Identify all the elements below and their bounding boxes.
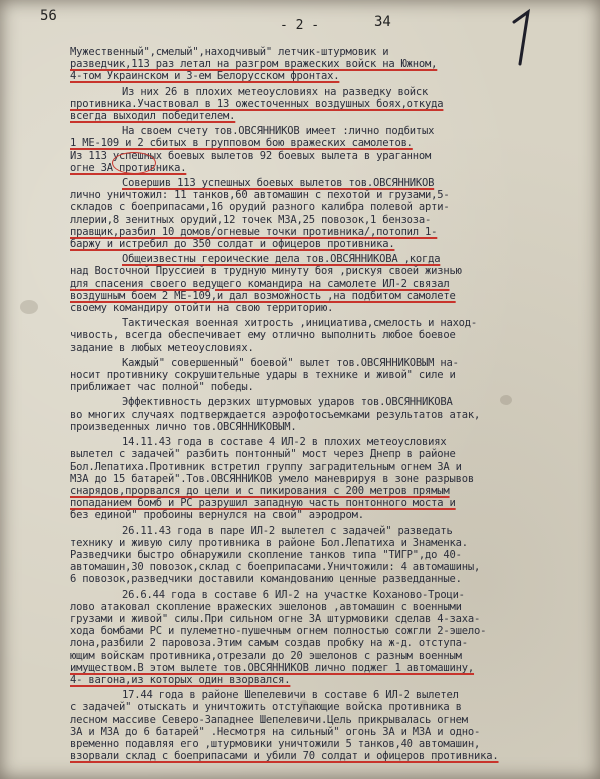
text-line: грузами и живой" силы.При сильном огне ЗА штурмовики сделав 4-заха- [70, 612, 481, 625]
text-line: лично уничтожил: 11 танков,60 автомашин с пехотой и грузами,5- [70, 189, 450, 202]
text-line: имуществом.В этом вылете тов.ОВСЯННИКОВ лично поджег 1 автомашину, [70, 661, 475, 674]
text-line: вылетел с задачей" разбить понтонный" мост через Днепр в районе [70, 448, 456, 461]
page-number: - 2 - [280, 18, 320, 33]
paragraph [70, 396, 590, 433]
text-line: Бол.Лепатиха.Противник встретил группу заградительным огнем ЗА и [70, 460, 462, 473]
text-line: На своем счету тов.ОВСЯННИКОВ имеет :лично подбитых [122, 125, 435, 138]
text-line: Тактическая военная хитрость ,инициатива,смелость и наход- [122, 317, 478, 330]
text-line: задание в любых метеоусловиях. [70, 341, 254, 354]
text-line: всегда выходил победителем. [70, 110, 236, 123]
text-line: попаданием бомб и РС разрушил западную часть понтонного моста и [70, 497, 456, 510]
text-line: разведчик,113 раз летал на разгром вражеских войск на Южном, [70, 58, 438, 71]
text-line: 14.11.43 года в составе 4 ИЛ-2 в плохих метеоусловиях [122, 436, 447, 449]
text-line: Из них 26 в плохих метеоусловиях на разведку войск [122, 85, 429, 98]
text-line: своему командиру отойти на свою территорию. [70, 302, 334, 315]
paragraph [70, 525, 590, 586]
text-line: временно подавляя его ,штурмовики уничтожили 5 танков,40 автомашин, [70, 737, 481, 750]
text-line: 4- вагона,из которых один взорвался. [70, 673, 291, 686]
text-line: 6 повозок,разведчики доставили командованию ценные разведданные. [70, 573, 462, 586]
text-line: Совершив 113 успешных боевых вылетов тов.ОВСЯННИКОВ [122, 177, 435, 190]
text-line: ллерии,8 зенитных орудий,12 точек МЗА,25 повозок,1 бензоза- [70, 213, 432, 226]
text-line: Из 113 успешных боевых вылетов 92 боевых вылета в ураганном [70, 149, 432, 162]
text-line: носит противнику сокрушительные удары в технике и живой" силе и [70, 369, 456, 382]
text-line: 26.11.43 года в паре ИЛ-2 вылетел с задачей" разведать [122, 524, 453, 537]
text-line: снарядов,прорвался до цели и с пикирования с 200 метров прямым [70, 484, 450, 497]
text-line: правщик,разбил 10 домов/огневые точки противника/,потопил 1- [70, 225, 438, 238]
text-line: лово атаковал скопление вражеских эшелонов ,автомашин с военными [70, 600, 462, 613]
paragraph [70, 46, 590, 83]
text-line: 17.44 года в районе Шепелевичи в составе 6 ИЛ-2 вылетел [122, 689, 459, 702]
paragraph [70, 436, 590, 521]
archive-number: 34 [374, 14, 391, 30]
text-line: противника.Участвовал в 13 ожесточенных воздушных боях,откуда [70, 97, 444, 110]
text-line: ЗА и МЗА до 6 батарей" .Несмотря на сильный" огонь ЗА и МЗА и одно- [70, 725, 481, 738]
text-line: взорвали склад с боеприпасами и убили 70 солдат и офицеров противника. [70, 750, 499, 763]
text-line: для спасения своего ведущего командира на самолете ИЛ-2 связал [70, 277, 450, 290]
text-line: 1 МЕ-109 и 2 сбитых в групповом бою вражеских самолетов. [70, 137, 413, 150]
paragraph [70, 86, 590, 123]
paragraph [70, 589, 590, 687]
text-line: с задачей" отыскать и уничтожить отступающие войска противника в [70, 701, 462, 714]
text-line: над Восточной Пруссией в трудную минуту боя ,рискуя своей жизнью [70, 265, 462, 278]
paragraph [70, 357, 590, 394]
text-line: лесном массиве Северо-Западнее Шепелевичи.Цель прикрывалась огнем [70, 713, 468, 726]
text-line: складов с боеприпасами,16 орудий разного калибра полевой арти- [70, 201, 450, 214]
text-line: ющим войскам противника,отрезали до 20 эшелонов с разным военным [70, 649, 462, 662]
paper-stain [20, 300, 38, 314]
text-line: воздушным боем 2 МЕ-109,и дал возможность ,на подбитом самолете [70, 289, 456, 302]
paragraph [70, 253, 590, 314]
text-line: Разведчики быстро обнаружили скопление танков типа "ТИГР",до 40- [70, 548, 462, 561]
text-line: баржу и истребил до 350 солдат и офицеров противника. [70, 238, 395, 251]
text-line: 26.6.44 года в составе 6 ИЛ-2 на участке Коханово-Троци- [122, 588, 465, 601]
text-line: МЗА до 15 батарей".Тов.ОВСЯННИКОВ умело маневрируя в зоне разрывов [70, 472, 475, 485]
text-line: Каждый" совершенный" боевой" вылет тов.ОВСЯННИКОВЫМ на- [122, 356, 459, 369]
paragraph [70, 689, 590, 762]
paragraph [70, 317, 590, 354]
text-line: без единой" пробоины вернулся на свой" аэродром. [70, 509, 364, 522]
text-line: приближает час полной" победы. [70, 381, 254, 394]
paragraph [70, 177, 590, 250]
red-circle-annotation [112, 152, 156, 174]
text-line: технику и живую силу противника в районе Бол.Лепатиха и Знаменка. [70, 536, 468, 549]
text-line: произведенных лично тов.ОВСЯННИКОВЫМ. [70, 420, 297, 433]
text-line: лона,разбили 2 паровоза.Этим самым создав пробку на ж-д. отступа- [70, 637, 468, 650]
text-line: Общеизвестны героические дела тов.ОВСЯННИКОВА ,когда [122, 253, 441, 266]
sheet-number: 56 [40, 8, 57, 24]
text-line: чивость, всегда обеспечивает ему отлично выполнить любое боевое [70, 329, 456, 342]
text-line: Эффективность дерзких штурмовых ударов тов.ОВСЯННИКОВА [122, 396, 453, 409]
text-line: Мужественный",смелый",находчивый" летчик-штурмовик и [70, 46, 389, 58]
text-line: автомашин,30 повозок,склад с боеприпасами.Уничтожили: 4 автомашины, [70, 561, 481, 574]
text-line: во многих случаях подтверждается аэрофотосъемками результатов атак, [70, 408, 481, 421]
text-line: 4-том Украинском и 3-ем Белорусском фронтах. [70, 70, 340, 83]
text-line: хода бомбами РС и пулеметно-пушечным огнем полностью сожгли 2-эшело- [70, 625, 487, 638]
text-line: огне ЗА противника. [70, 161, 187, 174]
